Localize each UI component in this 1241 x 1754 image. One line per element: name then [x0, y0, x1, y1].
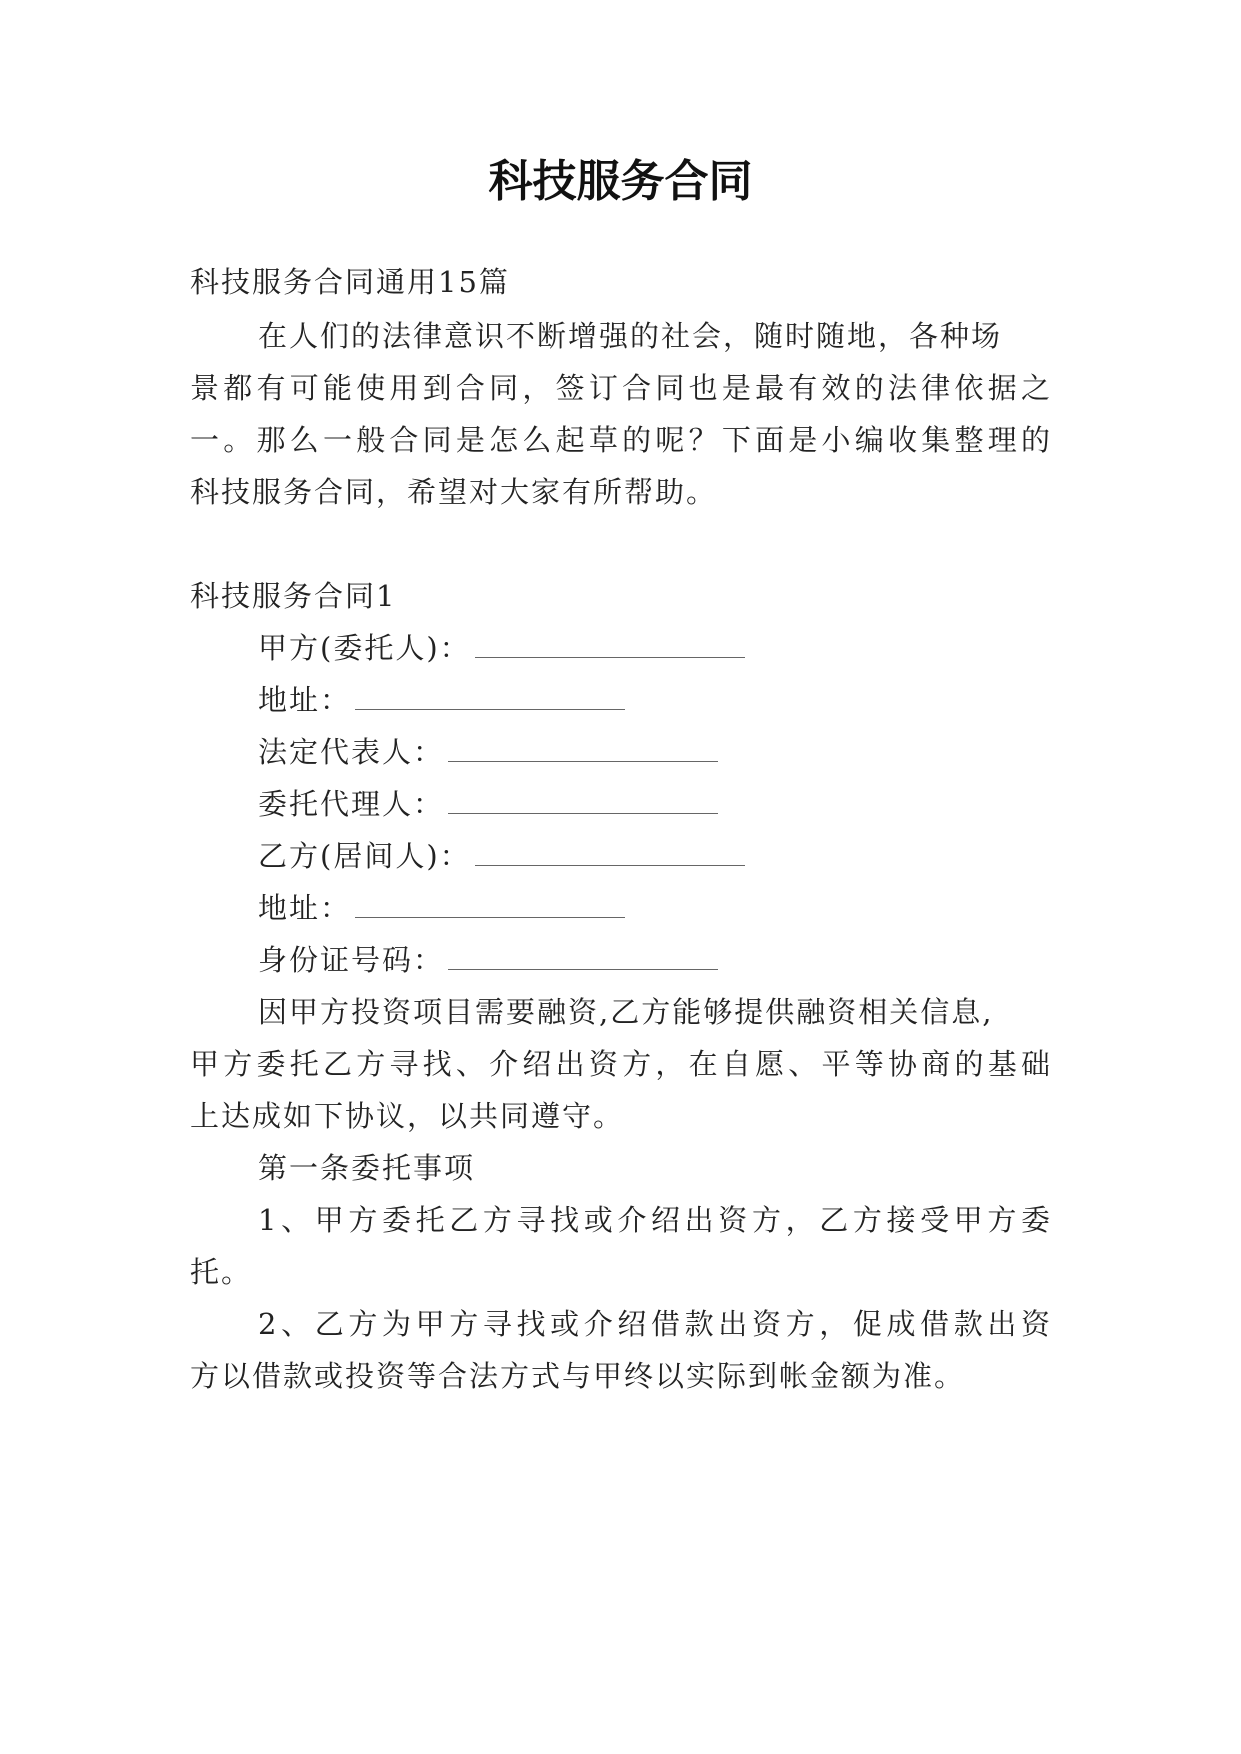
form-field-id-number [258, 940, 1120, 980]
preamble-line-1: 因甲方投资项目需要融资,乙方能够提供融资相关信息, [258, 995, 994, 1029]
intro-line-2: 景都有可能使用到合同，签订合同也是最有效的法律依据之 [190, 371, 1052, 405]
fill-in-blank [355, 685, 625, 710]
fill-in-blank [448, 945, 718, 970]
article-1-heading: 第一条委托事项 [258, 1151, 476, 1185]
form-field-party-b [258, 836, 1120, 876]
document-subtitle: 科技服务合同通用15篇 [190, 265, 510, 299]
fill-in-blank [475, 633, 745, 658]
clause-1-line-1: 1、甲方委托乙方寻找或介绍出资方，乙方接受甲方委 [258, 1203, 1052, 1237]
field-label: 法定代表人： [258, 735, 445, 769]
section-heading: 科技服务合同1 [190, 579, 397, 613]
clause-2-line-1: 2、乙方为甲方寻找或介绍借款出资方，促成借款出资 [258, 1307, 1052, 1341]
document-title: 科技服务合同 [488, 156, 753, 207]
clause-2-line-2: 方以借款或投资等合法方式与甲终以实际到帐金额为准。 [190, 1359, 966, 1393]
field-label: 地址： [258, 891, 352, 925]
form-field-party-a [258, 628, 1120, 668]
field-label: 乙方(居间人)： [258, 839, 471, 873]
field-label: 地址： [258, 683, 352, 717]
intro-line-3: 一。那么一般合同是怎么起草的呢？下面是小编收集整理的 [190, 423, 1052, 457]
form-field-address-b [258, 888, 1120, 928]
clause-1-line-2: 托。 [190, 1255, 253, 1289]
preamble-line-3: 上达成如下协议，以共同遵守。 [190, 1099, 625, 1133]
form-field-legal-representative [258, 732, 1120, 772]
preamble-line-2: 甲方委托乙方寻找、介绍出资方，在自愿、平等协商的基础 [190, 1047, 1052, 1081]
field-label: 甲方(委托人)： [258, 631, 471, 665]
field-label: 委托代理人： [258, 787, 445, 821]
form-field-address-a [258, 680, 1120, 720]
field-label: 身份证号码： [258, 943, 445, 977]
intro-line-1: 在人们的法律意识不断增强的社会，随时随地，各种场 [258, 319, 1003, 353]
fill-in-blank [475, 841, 745, 866]
form-field-agent [258, 784, 1120, 824]
fill-in-blank [355, 893, 625, 918]
intro-line-4: 科技服务合同，希望对大家有所帮助。 [190, 475, 718, 509]
fill-in-blank [448, 789, 718, 814]
fill-in-blank [448, 737, 718, 762]
